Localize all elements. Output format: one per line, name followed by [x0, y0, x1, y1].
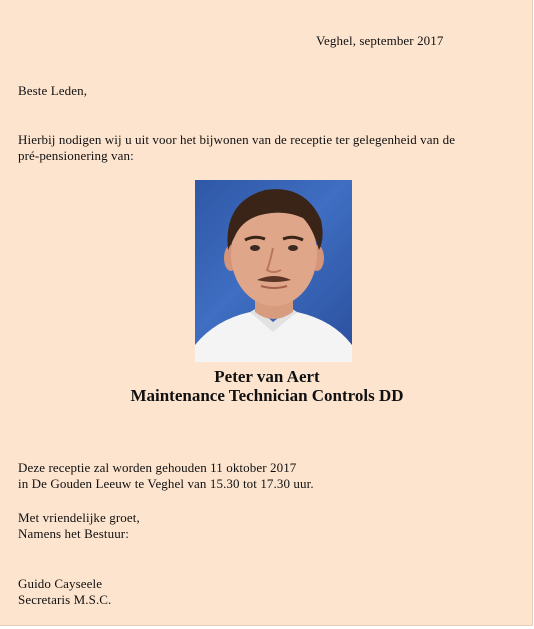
dateline: Veghel, september 2017: [316, 33, 444, 48]
signer-role: Secretaris M.S.C.: [18, 592, 112, 607]
closing-on-behalf: Namens het Bestuur:: [18, 526, 129, 541]
event-location-line: in De Gouden Leeuw te Veghel van 15.30 tot 17.30 uur.: [18, 476, 314, 491]
honoree-block: [0, 367, 534, 405]
closing-greeting: Met vriendelijke groet,: [18, 510, 140, 525]
invitation-paragraph: [18, 132, 513, 164]
honoree-title: Maintenance Technician Controls DD: [130, 386, 404, 405]
invitation-line: Hierbij nodigen wij u uit voor het bijwonen van de receptie ter gelegenheid van de: [18, 132, 456, 147]
honoree-name: Peter van Aert: [214, 367, 320, 386]
portrait-illustration: [195, 180, 352, 362]
event-details: [18, 460, 314, 492]
closing: [18, 510, 140, 542]
event-date-line: Deze receptie zal worden gehouden 11 oktober 2017: [18, 460, 297, 475]
signature-block: [18, 576, 111, 608]
portrait-photo: [195, 180, 352, 362]
greeting: Beste Leden,: [18, 83, 88, 98]
signer-name: Guido Cayseele: [18, 576, 103, 591]
invitation-line: pré-pensionering van:: [18, 148, 134, 163]
